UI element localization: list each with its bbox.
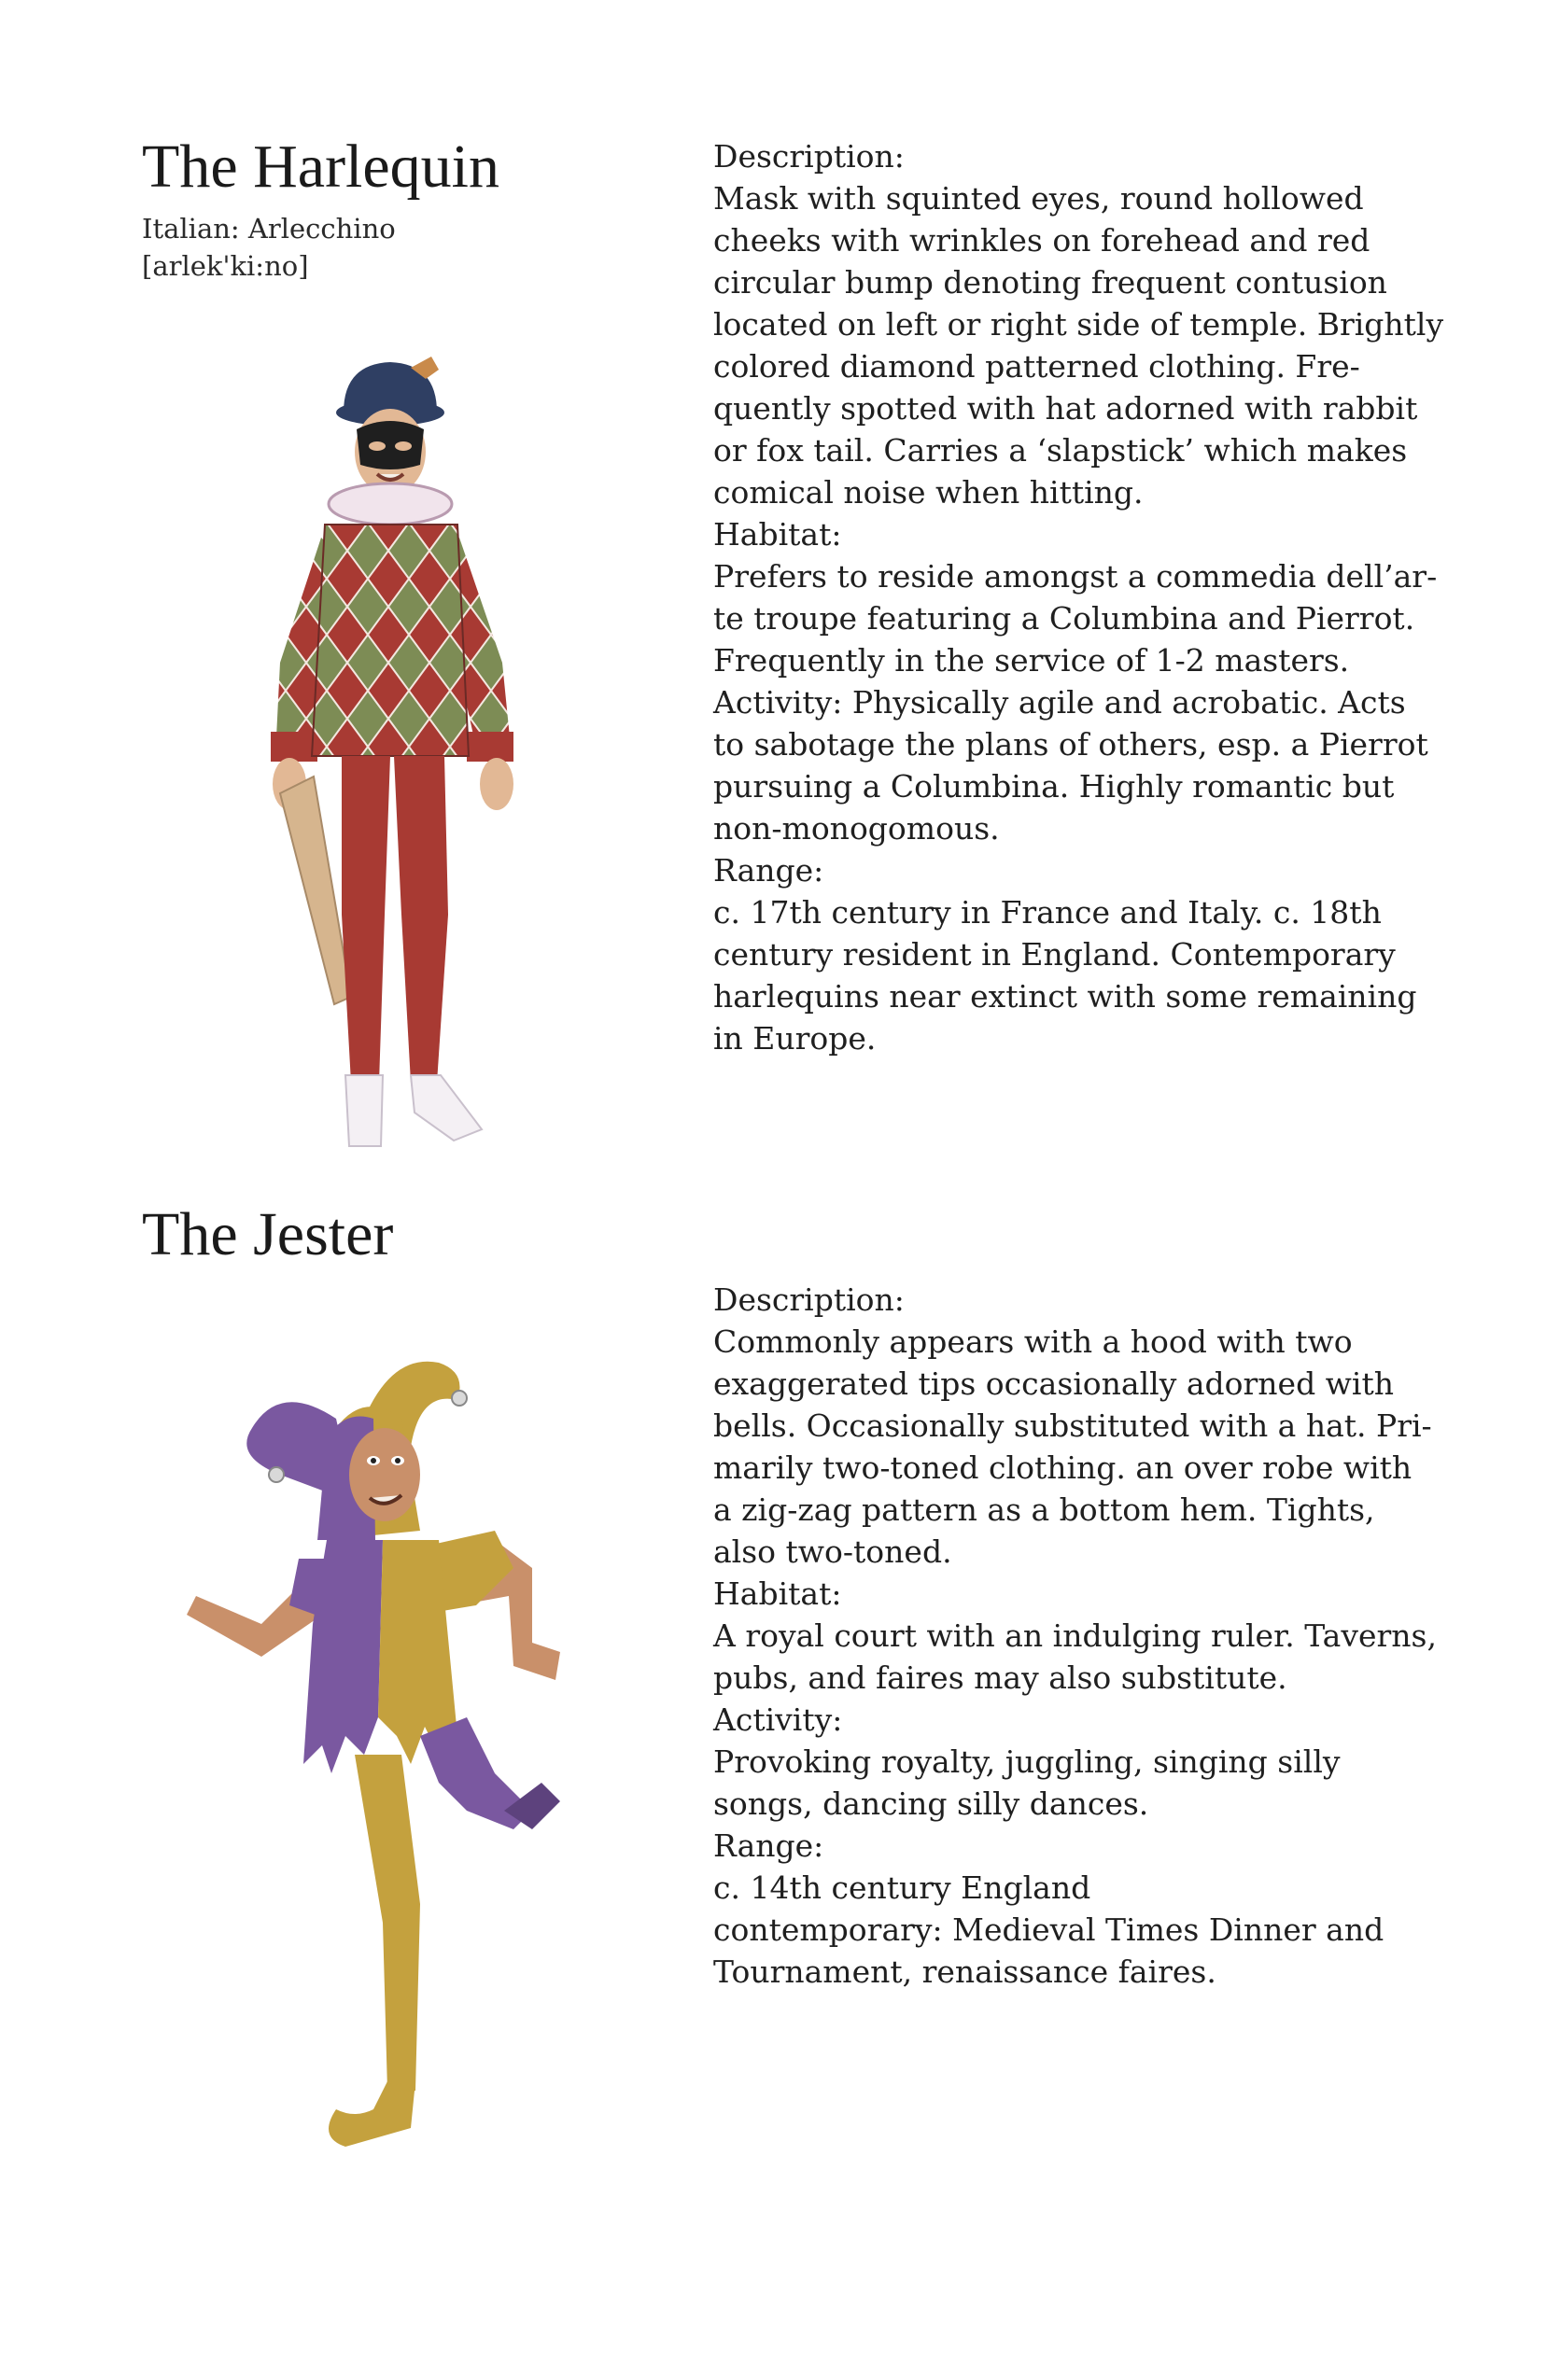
text-line: te troupe featuring a Columbina and Pierrot. (713, 600, 1415, 637)
text-line: or fox tail. Carries a ‘slapstick’ which makes (713, 432, 1408, 469)
text-line: Range: (713, 1827, 824, 1864)
text-line: colored diamond patterned clothing. Fre- (713, 348, 1360, 385)
text-line: A royal court with an indulging ruler. Taverns, (713, 1617, 1437, 1654)
text-line: also two-toned. (713, 1533, 952, 1570)
text-line: Frequently in the service of 1-2 masters. (713, 642, 1350, 679)
harlequin-description (713, 135, 1507, 1059)
text-line: Habitat: (713, 516, 842, 553)
text-line: Description: (713, 1281, 905, 1318)
harlequin-title: The Harlequin (142, 133, 500, 201)
text-line: located on left or right side of temple. Brightly (713, 306, 1444, 343)
text-line: Range: (713, 852, 824, 889)
jester-title: The Jester (142, 1200, 394, 1268)
text-line: Activity: Physically agile and acrobatic. Acts (713, 684, 1406, 721)
text-line: Activity: (713, 1701, 843, 1738)
harlequin-subtitle (142, 210, 396, 285)
text-line: bells. Occasionally substituted with a hat. Pri- (713, 1407, 1432, 1444)
text-line: Description: (713, 138, 905, 175)
text-line: Mask with squinted eyes, round hollowed (713, 180, 1364, 217)
text-line: Tournament, renaissance faires. (713, 1953, 1216, 1990)
text-line: exaggerated tips occasionally adorned with (713, 1365, 1394, 1402)
text-line: non-monogomous. (713, 810, 1000, 847)
pronunciation: [arlek'ki:no] (142, 250, 309, 282)
text-line: century resident in England. Contemporary (713, 936, 1396, 973)
text-line: Habitat: (713, 1575, 842, 1612)
text-line: cheeks with wrinkles on forehead and red (713, 222, 1370, 259)
harlequin-illustration (224, 355, 597, 1176)
text-line: in Europe. (713, 1020, 877, 1057)
text-line: comical noise when hitting. (713, 474, 1144, 511)
text-line: circular bump denoting frequent contusion (713, 264, 1387, 301)
text-line: quently spotted with hat adorned with rabbit (713, 390, 1418, 427)
text-line: Commonly appears with a hood with two (713, 1323, 1353, 1360)
text-line: pubs, and faires may also substitute. (713, 1659, 1287, 1696)
italian-name: Italian: Arlecchino (142, 213, 396, 245)
jester-description (713, 1279, 1507, 1993)
text-line: pursuing a Columbina. Highly romantic but (713, 768, 1395, 805)
text-line: Provoking royalty, juggling, singing silly (713, 1743, 1341, 1780)
text-line: marily two-toned clothing. an over robe with (713, 1449, 1412, 1486)
text-line: contemporary: Medieval Times Dinner and (713, 1911, 1384, 1948)
text-line: c. 17th century in France and Italy. c. 18th (713, 894, 1382, 931)
text-line: songs, dancing silly dances. (713, 1785, 1149, 1822)
text-line: Prefers to reside amongst a commedia dell’ar- (713, 558, 1438, 595)
jester-illustration (140, 1344, 644, 2165)
text-line: to sabotage the plans of others, esp. a Pierrot (713, 726, 1428, 763)
text-line: a zig-zag pattern as a bottom hem. Tights, (713, 1491, 1375, 1528)
text-line: harlequins near extinct with some remaining (713, 978, 1417, 1015)
text-line: c. 14th century England (713, 1869, 1091, 1906)
